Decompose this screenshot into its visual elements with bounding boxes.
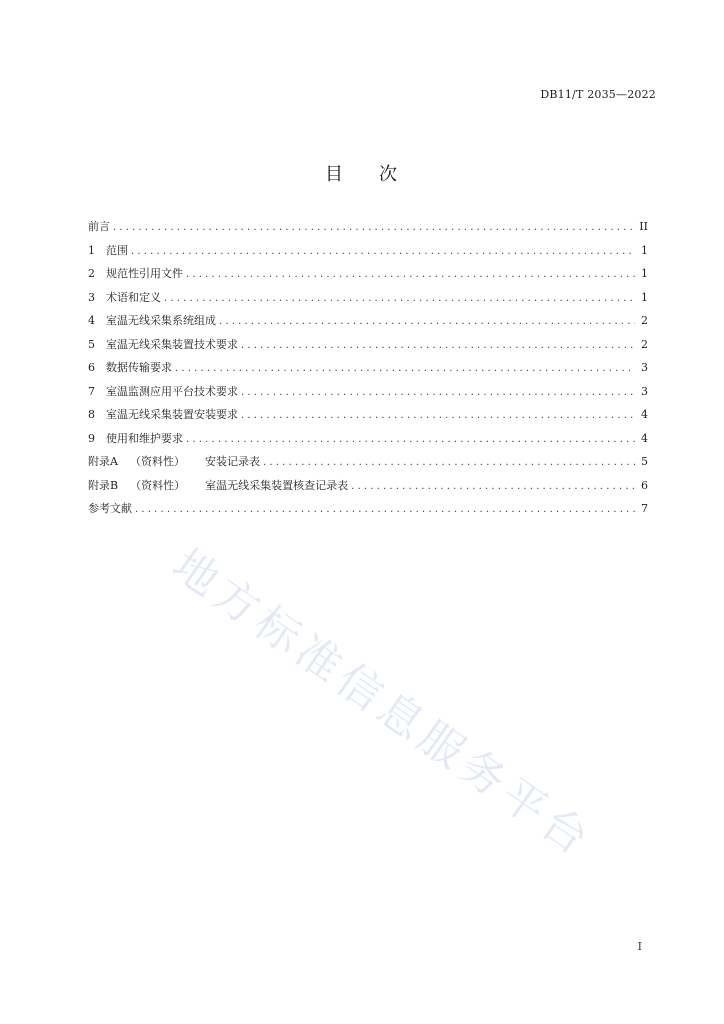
toc-entry-page: 3 [641, 361, 648, 374]
dot-leader [175, 363, 635, 374]
appendix-type: （资料性） [129, 455, 185, 468]
dot-leader [241, 340, 635, 351]
table-of-contents [88, 218, 648, 524]
toc-entry-8[interactable] [88, 406, 648, 430]
toc-entry-label: 使用和维护要求 [106, 431, 183, 445]
dot-leader [113, 222, 635, 233]
watermark: 地方标准信息服务平台 [163, 539, 602, 868]
toc-entry-page: 5 [641, 455, 648, 468]
toc-entry-label: 术语和定义 [106, 290, 161, 304]
toc-entry-label: 数据传输要求 [106, 361, 172, 374]
page-number: I [637, 940, 642, 953]
toc-entry-page: 4 [641, 408, 648, 421]
toc-entry-number: 1 [88, 243, 95, 257]
toc-entry-6[interactable] [88, 359, 648, 383]
toc-entry-label: 室温监测应用平台技术要求 [106, 384, 238, 398]
toc-entry-number: 3 [88, 290, 95, 304]
title-char-2: 次 [379, 164, 399, 185]
toc-entry-page: 7 [641, 502, 648, 515]
toc-entry-4[interactable] [88, 312, 648, 336]
dot-leader [241, 387, 635, 398]
toc-entry-number: 4 [88, 314, 95, 327]
toc-entry-label: 室温无线采集装置安装要求 [106, 408, 238, 421]
toc-entry-page: 1 [641, 267, 648, 280]
toc-entry-page: 2 [641, 314, 648, 327]
page-title [0, 160, 724, 186]
toc-entry-number: 5 [88, 337, 95, 351]
toc-entry-7[interactable] [88, 383, 648, 407]
toc-entry-label: 前言 [88, 220, 110, 233]
toc-entry-number: 8 [88, 408, 95, 421]
toc-entry-page: 1 [641, 290, 648, 304]
toc-entry-label: 规范性引用文件 [106, 267, 183, 280]
toc-entry-page: 4 [641, 431, 648, 445]
appendix-id: 附录A [88, 455, 118, 468]
dot-leader [186, 269, 635, 280]
title-char-1: 目 [325, 164, 345, 185]
toc-entry-appendix-a[interactable] [88, 453, 648, 477]
appendix-name: 室温无线采集装置核查记录表 [205, 478, 349, 492]
toc-entry-page: 3 [641, 384, 648, 398]
toc-entry-label: 室温无线采集装置技术要求 [106, 337, 238, 351]
toc-entry-5[interactable] [88, 336, 648, 360]
dot-leader [241, 410, 635, 421]
toc-entry-preface[interactable] [88, 218, 648, 242]
dot-leader [263, 457, 635, 468]
toc-entry-appendix-b[interactable] [88, 477, 648, 501]
toc-entry-number: 2 [88, 267, 95, 280]
toc-entry-references[interactable] [88, 500, 648, 524]
toc-entry-label: 室温无线采集系统组成 [106, 314, 216, 327]
toc-entry-label: 范围 [106, 243, 128, 257]
toc-entry-page: 6 [641, 478, 648, 492]
toc-entry-page: 2 [641, 337, 648, 351]
dot-leader [164, 293, 635, 304]
appendix-type: （资料性） [130, 478, 186, 492]
toc-entry-page: II [639, 220, 648, 233]
dot-leader [135, 504, 635, 515]
appendix-name: 安装记录表 [204, 455, 260, 468]
toc-entry-number: 6 [88, 361, 95, 374]
toc-entry-number: 9 [88, 431, 95, 445]
dot-leader [351, 481, 635, 492]
toc-entry-number: 7 [88, 384, 95, 398]
toc-entry-3[interactable] [88, 289, 648, 313]
toc-entry-2[interactable] [88, 265, 648, 289]
toc-entry-1[interactable] [88, 242, 648, 266]
toc-entry-label: 参考文献 [88, 502, 132, 515]
appendix-id: 附录B [88, 478, 119, 492]
standard-code: DB11/T 2035—2022 [540, 88, 656, 101]
dot-leader [219, 316, 635, 327]
toc-entry-9[interactable] [88, 430, 648, 454]
dot-leader [131, 246, 635, 257]
toc-entry-page: 1 [641, 243, 648, 257]
dot-leader [186, 434, 635, 445]
